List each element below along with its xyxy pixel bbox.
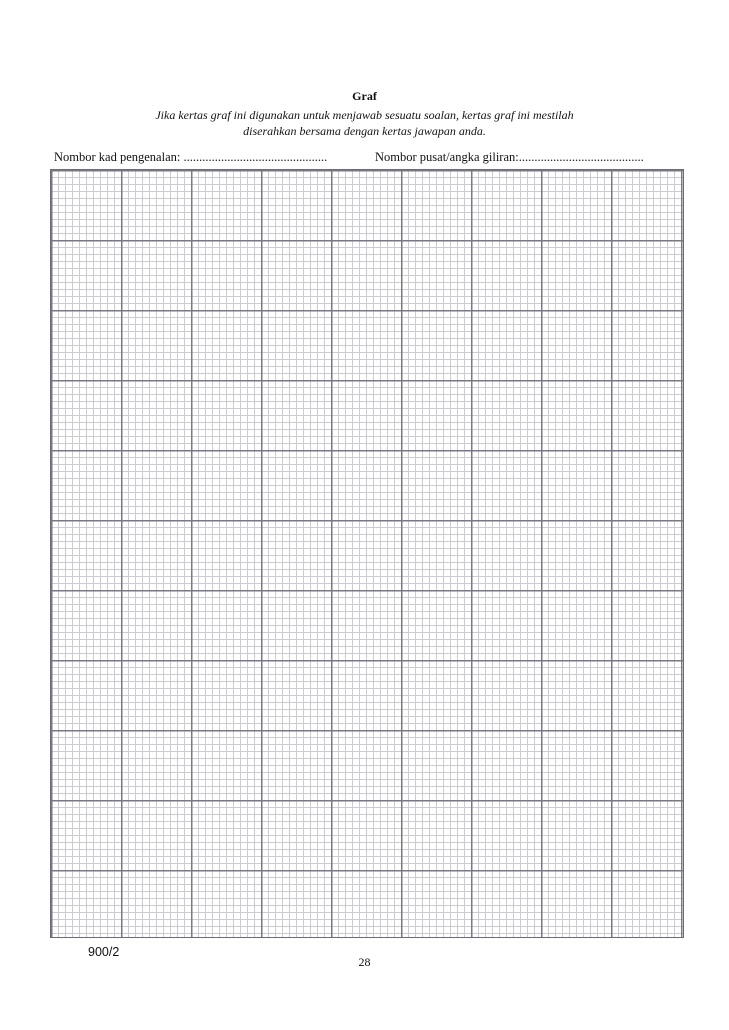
- instruction-text: [110, 107, 619, 139]
- identification-row: [54, 149, 694, 165]
- centre-number-field[interactable]: Nombor pusat/angka giliran:........................................: [375, 150, 644, 164]
- card-number-field[interactable]: Nombor kad pengenalan: ..............................................: [54, 150, 328, 164]
- graph-paper-grid[interactable]: [50, 169, 684, 938]
- instruction-line-1: Jika kertas graf ini digunakan untuk menjawab sesuatu soalan, kertas graf ini mestilah: [155, 108, 574, 122]
- course-code: 900/2: [88, 945, 120, 959]
- page-title: Graf: [352, 89, 377, 103]
- page-number: 28: [358, 955, 371, 969]
- instruction-line-2: diserahkan bersama dengan kertas jawapan anda.: [243, 124, 486, 138]
